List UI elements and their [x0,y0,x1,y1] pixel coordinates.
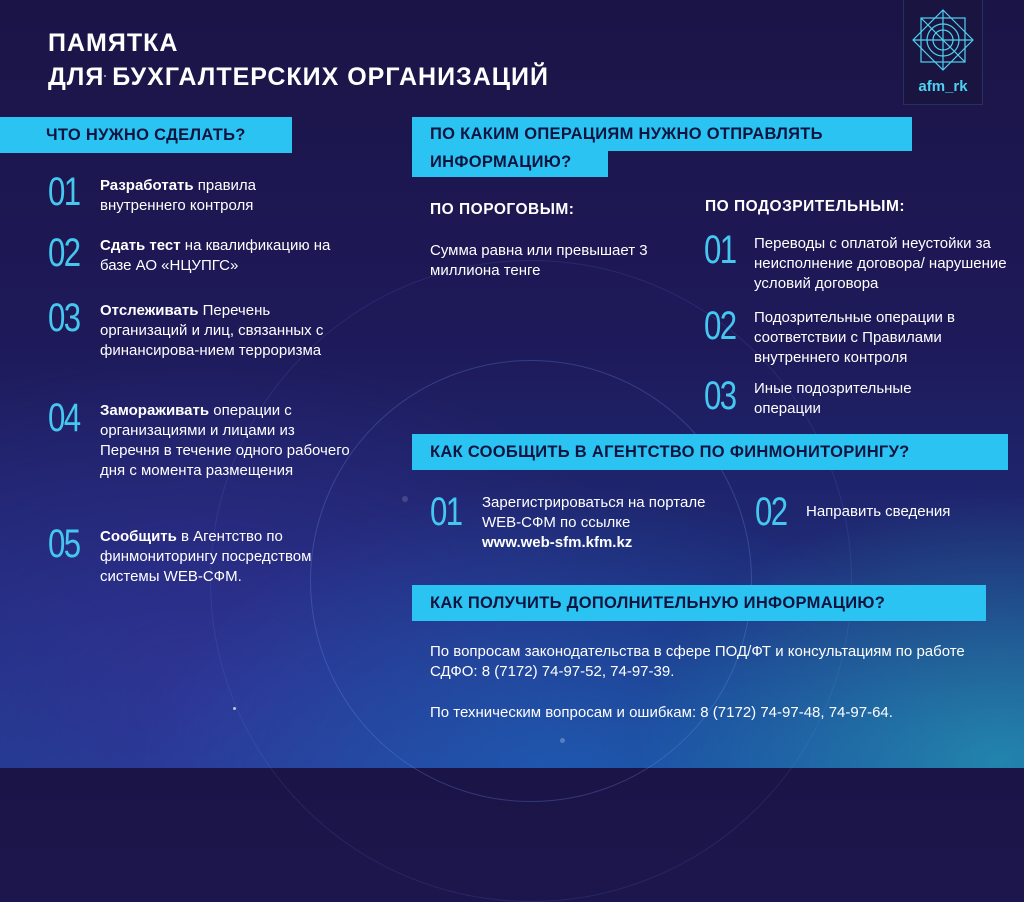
step-text-rest: Перечень организаций и лиц, связанных с финансирова-нием терроризма [100,302,324,359]
step-number: 03 [48,296,80,340]
info-legislation-text: По вопросам законодательства в сфере ПОД/ФТ и консультациям по работе СДФО: 8 (7172) 74-97-52, 74-97-39. [430,643,965,680]
logo-emblem-icon [909,6,977,74]
suspicious-text: Переводы с оплатой неустойки за неисполнение договора/ нарушение условий договора [754,235,1007,292]
step-text-rest: правила внутреннего контроля [100,177,257,214]
report-step-text: Направить сведения [806,503,951,520]
info-technical-text: По техническим вопросам и ошибкам: 8 (7172) 74-97-48, 74-97-64. [430,704,893,721]
step-text-bold: Разработать [100,177,194,194]
decor-dot [560,738,565,743]
step-number: 04 [48,396,80,440]
threshold-text: Сумма равна или превышает 3 миллиона тенге [430,242,648,279]
step-number: 05 [48,522,80,566]
title-line-2: ДЛЯ БУХГАЛТЕРСКИХ ОРГАНИЗАЦИЙ [48,63,549,91]
threshold-title: ПО ПОРОГОВЫМ: [430,201,575,218]
info-heading [412,585,986,621]
report-heading [412,434,1008,470]
what-to-do-heading [0,117,292,153]
operations-heading [412,117,912,151]
step-text-rest: на квалификацию на базе АО «НЦУПГС» [100,237,331,274]
afm-logo[interactable] [903,0,983,105]
title-line-1: ПАМЯТКА [48,29,179,57]
page-title [48,26,549,94]
step-text-bold: Сдать тест [100,237,181,254]
operations-heading-line-1: ПО КАКИМ ОПЕРАЦИЯМ НУЖНО ОТПРАВЛЯТЬ [430,125,823,143]
suspicious-number: 03 [704,374,736,418]
logo-text: afm_rk [918,78,968,95]
decor-dot [233,707,236,710]
step-text [100,401,355,481]
suspicious-title: ПО ПОДОЗРИТЕЛЬНЫМ: [705,198,906,215]
suspicious-number: 01 [704,228,736,272]
step-text [100,527,365,587]
decor-dot [402,496,408,502]
info-heading-text: КАК ПОЛУЧИТЬ ДОПОЛНИТЕЛЬНУЮ ИНФОРМАЦИЮ? [430,594,886,612]
step-text-bold: Отслеживать [100,302,199,319]
suspicious-number: 02 [704,304,736,348]
step-text-rest: в Агентство по финмониторингу посредством системы WEB-СФМ. [100,528,312,585]
suspicious-text: Иные подозрительные операции [754,380,912,417]
report-step-number: 01 [430,490,462,534]
step-text [100,176,300,216]
report-step-text [482,493,732,553]
operations-heading-continued [412,149,608,177]
suspicious-text: Подозрительные операции в соответствии с Правилами внутреннего контроля [754,309,955,366]
operations-heading-line-2: ИНФОРМАЦИЮ? [430,153,572,171]
step-text-rest: операции с организациями и лицами из Перечня в течение одного рабочего дня с момента размещения [100,402,350,479]
step-text-bold: Сообщить [100,528,177,545]
web-sfm-link[interactable]: www.web-sfm.kfm.kz [482,534,633,551]
report-step-text-main: Зарегистрироваться на портале WEB-СФМ по ссылке [482,494,706,531]
step-number: 02 [48,231,80,275]
step-text-bold: Замораживать [100,402,210,419]
step-text [100,236,360,276]
what-to-do-heading-text: ЧТО НУЖНО СДЕЛАТЬ? [46,126,246,144]
report-step-number: 02 [755,490,787,534]
step-text [100,301,340,361]
step-number: 01 [48,170,80,214]
report-heading-text: КАК СООБЩИТЬ В АГЕНТСТВО ПО ФИНМОНИТОРИНГУ? [430,443,910,461]
